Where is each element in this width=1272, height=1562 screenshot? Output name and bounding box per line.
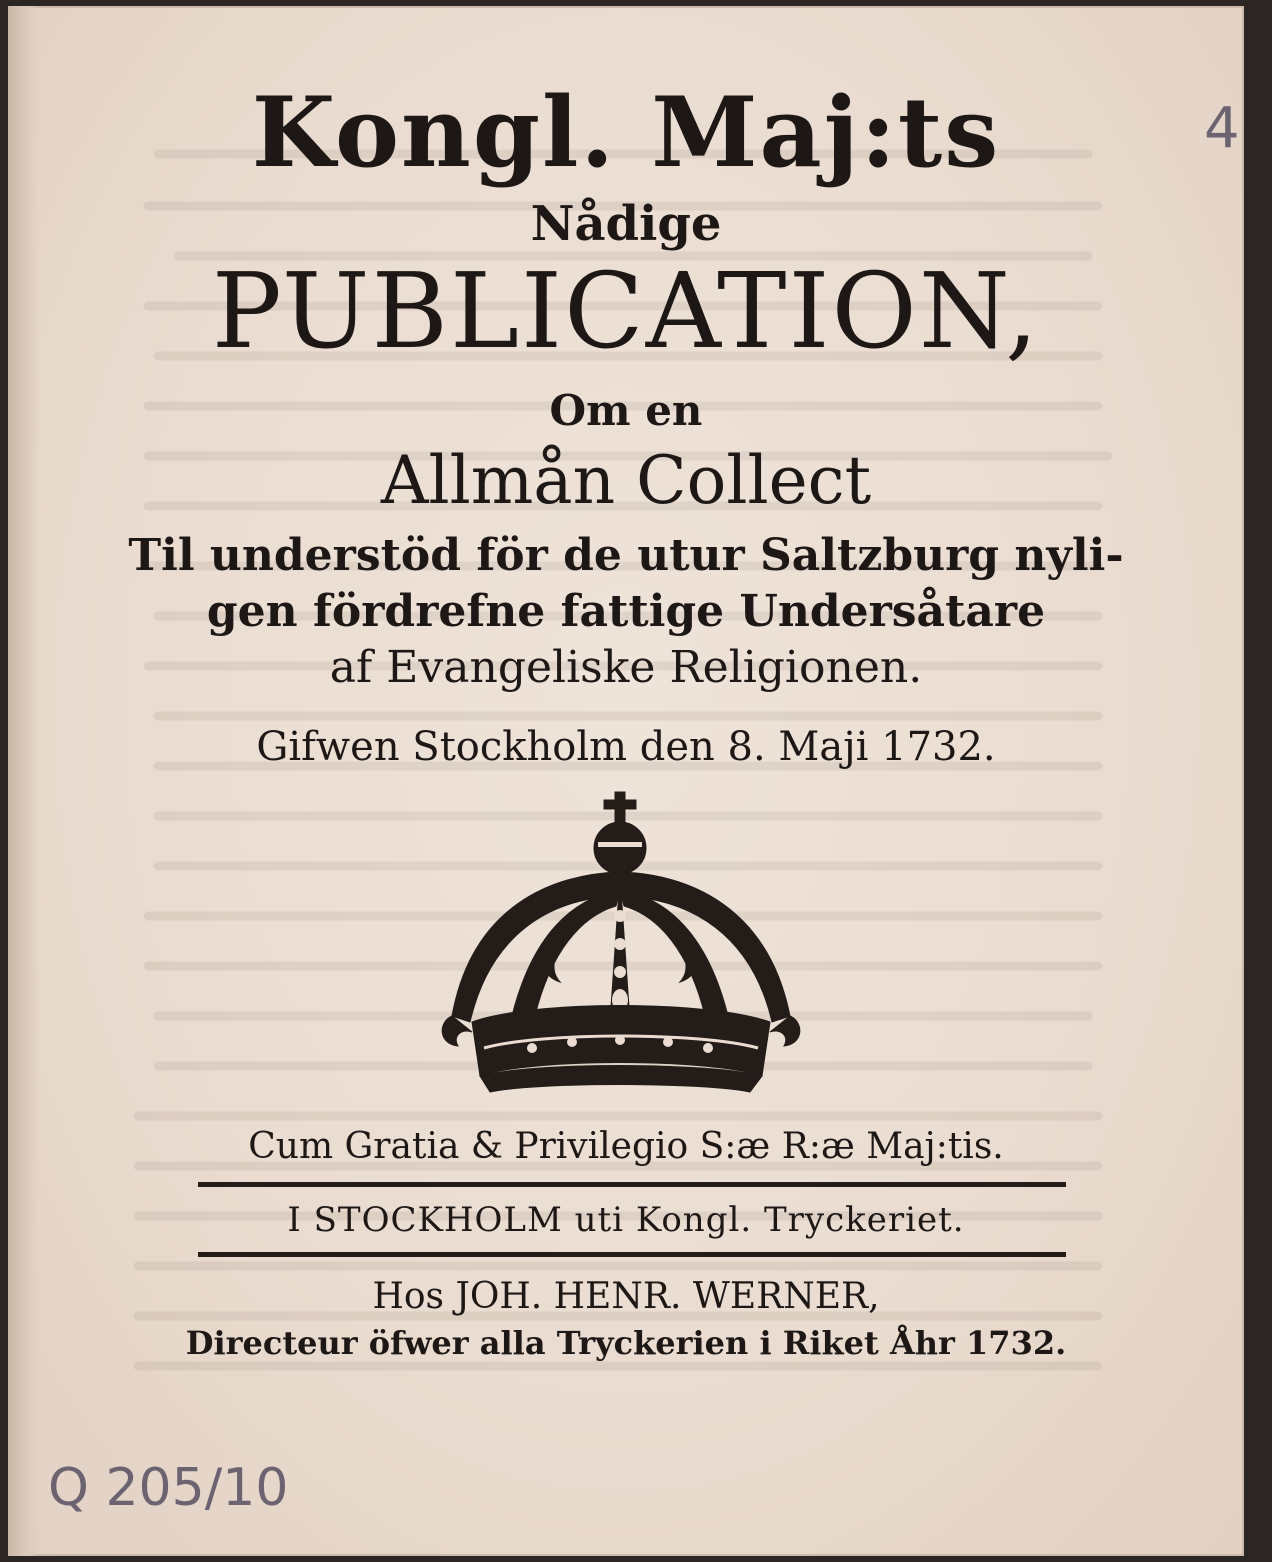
shelfmark-annotation: Q 205/10 [48,1458,289,1518]
corner-number-annotation: 4 [1204,96,1240,161]
title-line-1: Kongl. Maj:ts [251,76,1001,189]
title-line-5: Allmån Collect [380,442,872,519]
bottom-rule [198,1252,1066,1257]
crown-ornament [432,786,812,1106]
subtitle-line-3: af Evangeliske Religionen. [329,642,923,693]
subtitle-line-1: Til understöd för de utur Saltzburg nyli- [128,530,1124,581]
title-line-2: Nådige [530,196,722,252]
title-page [8,6,1244,1556]
date-line: Gifwen Stockholm den 8. Maji 1732. [256,724,996,770]
imprint-place: I STOCKHOLM uti Kongl. Tryckeriet. [287,1200,965,1240]
privilege-line: Cum Gratia & Privilegio S:æ R:æ Maj:tis. [248,1126,1004,1167]
top-rule [198,1182,1066,1187]
title-line-3: PUBLICATION, [211,250,1041,372]
imprint-position: Directeur öfwer alla Tryckerien i Riket Åhr 1732. [185,1324,1067,1362]
title-line-4: Om en [549,386,703,435]
subtitle-line-2: gen fördrefne fattige Undersåtare [206,586,1046,637]
imprint-printer: Hos JOH. HENR. WERNER, [372,1276,880,1317]
